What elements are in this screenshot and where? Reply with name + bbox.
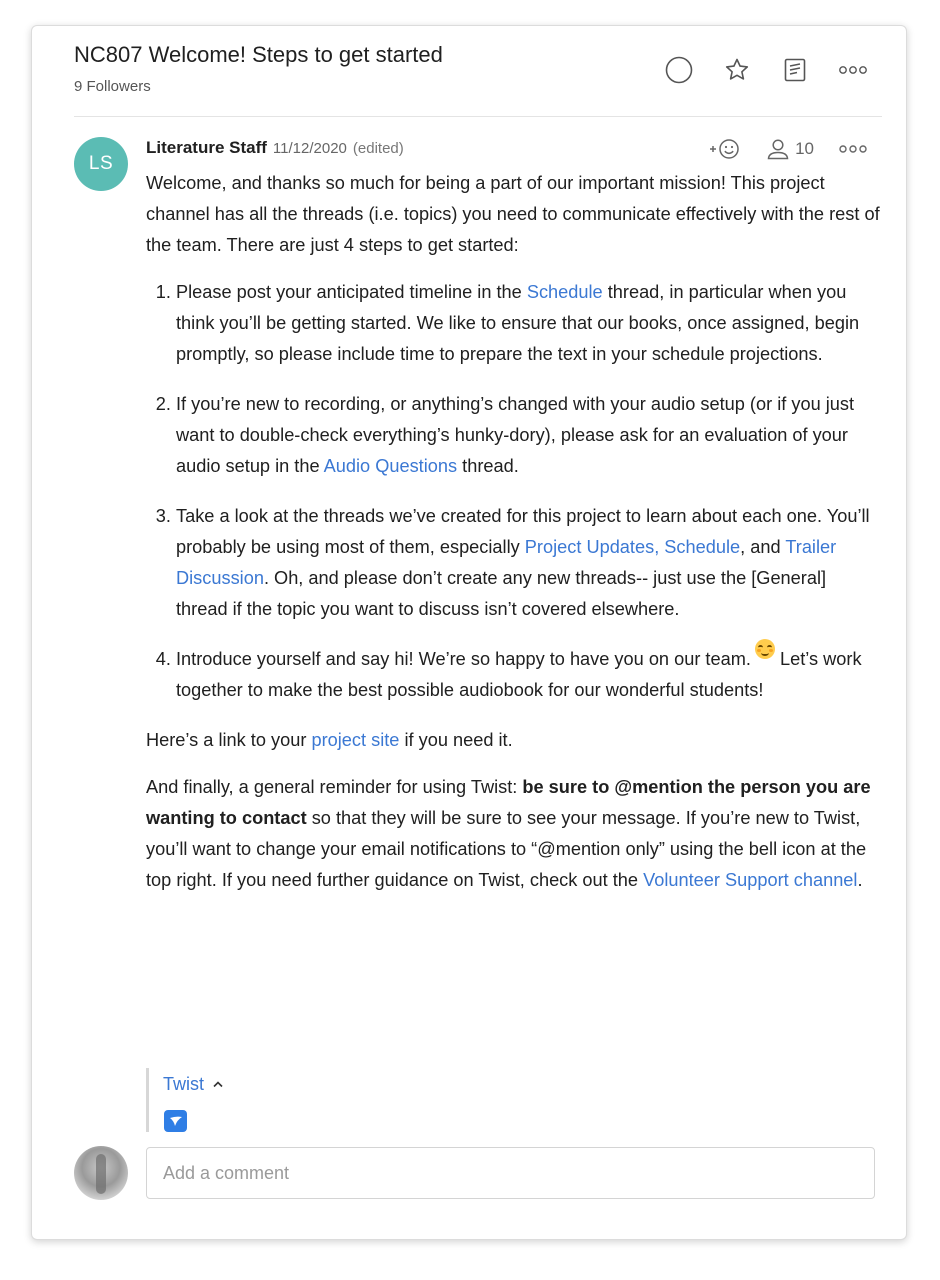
intro-paragraph: Welcome, and thanks so much for being a part of our important mission! This project channel has all the threads (i.e. topics) you need to communicate effectively with the rest of the team. There are just 4 steps to get started:: [146, 173, 880, 255]
trailer-discussion-link[interactable]: Trailer Discussion: [176, 537, 837, 588]
step-text: Introduce yourself and say hi! We’re so happy to have you on our team.: [176, 649, 751, 669]
notes-icon: [781, 56, 809, 84]
step-text: , and: [740, 537, 786, 557]
steps-list: [146, 277, 881, 706]
comma-text: ,: [654, 537, 665, 557]
step-text: Please post your anticipated timeline in the: [176, 282, 527, 302]
star-icon: [723, 56, 751, 84]
reminder-paragraph: [146, 772, 881, 896]
paragraph-text: Here’s a link to your: [146, 730, 312, 750]
star-button[interactable]: [708, 54, 766, 86]
mark-done-button[interactable]: [650, 54, 708, 86]
more-icon: [838, 144, 868, 154]
followers-count[interactable]: 9 Followers: [74, 78, 151, 95]
list-item: [176, 389, 881, 482]
project-site-link[interactable]: project site: [311, 730, 400, 750]
attachment-toggle[interactable]: [163, 1072, 224, 1095]
volunteer-support-link[interactable]: Volunteer Support channel: [643, 870, 858, 890]
comment-composer: [74, 1146, 882, 1202]
thread-more-button[interactable]: [824, 54, 882, 86]
person-icon: [766, 137, 790, 161]
thread-title: NC807 Welcome! Steps to get started: [74, 42, 443, 67]
audio-questions-link[interactable]: Audio Questions: [323, 456, 458, 476]
schedule-link[interactable]: Schedule: [664, 537, 741, 557]
edited-label: (edited): [352, 140, 404, 157]
paragraph-text: if you need it.: [399, 730, 513, 750]
paragraph-text: And finally, a general reminder for using Twist:: [146, 777, 523, 797]
list-item: [176, 644, 881, 706]
seen-count: 10: [795, 139, 814, 158]
seen-by-button[interactable]: [754, 134, 826, 164]
add-reaction-icon: [708, 136, 742, 162]
post-meta: [146, 138, 404, 158]
bold-text: be sure to @mention the person you are wanting to contact: [146, 777, 871, 828]
list-item: [176, 277, 881, 370]
list-item: [176, 501, 881, 625]
attachment-title: Twist: [163, 1074, 205, 1094]
add-reaction-button[interactable]: [696, 134, 754, 164]
smiling-face-emoji-icon: [755, 639, 775, 659]
notes-button[interactable]: [766, 54, 824, 86]
project-site-paragraph: [146, 725, 881, 756]
paragraph-text: .: [857, 870, 863, 890]
more-icon: [838, 65, 868, 75]
step-text: thread.: [457, 456, 519, 476]
paragraph-text: so that they will be sure to see your message. If you’re new to Twist, you’ll want to change your email notifications to “@mention only” using the bell icon at the top right. If you need further guidance on Twist, check out the: [146, 808, 867, 890]
thread-header: [74, 40, 882, 117]
author-name[interactable]: Literature Staff: [146, 138, 267, 157]
author-avatar[interactable]: LS: [74, 137, 128, 191]
post-date[interactable]: 11/12/2020: [272, 140, 347, 157]
post-actions: [696, 134, 880, 164]
user-avatar[interactable]: [74, 1146, 128, 1200]
project-updates-link[interactable]: Project Updates: [524, 537, 655, 557]
step-text: thread, in particular when you think you’ll be getting started. We like to ensure that our books, once assigned, begin promptly, so please include time to prepare the text in your schedule projections.: [176, 282, 860, 364]
step-text: If you’re new to recording, or anything’s changed with your audio setup (or if you just want to double-check everything’s hunky-dory), please ask for an evaluation of your audio setup in the: [176, 394, 855, 476]
post-body: [146, 168, 881, 912]
schedule-link[interactable]: Schedule: [526, 282, 603, 302]
link-attachment: [146, 1068, 349, 1132]
step-text: Take a look at the threads we’ve created for this project to learn about each one. You’ll probably be using most of them, especially: [176, 506, 870, 557]
chevron-up-icon: [212, 1072, 224, 1093]
comment-input[interactable]: [146, 1147, 875, 1199]
step-text: . Oh, and please don’t create any new threads-- just use the [General] thread if the topic you want to discuss isn’t covered elsewhere.: [176, 568, 827, 619]
mark-done-icon: [665, 56, 693, 84]
thread-actions: [650, 54, 882, 86]
twist-logo-icon[interactable]: [164, 1110, 187, 1132]
post-more-button[interactable]: [826, 134, 880, 164]
step-text: Let’s work together to make the best possible audiobook for our wonderful students!: [176, 649, 862, 700]
thread-card: [31, 25, 907, 1240]
